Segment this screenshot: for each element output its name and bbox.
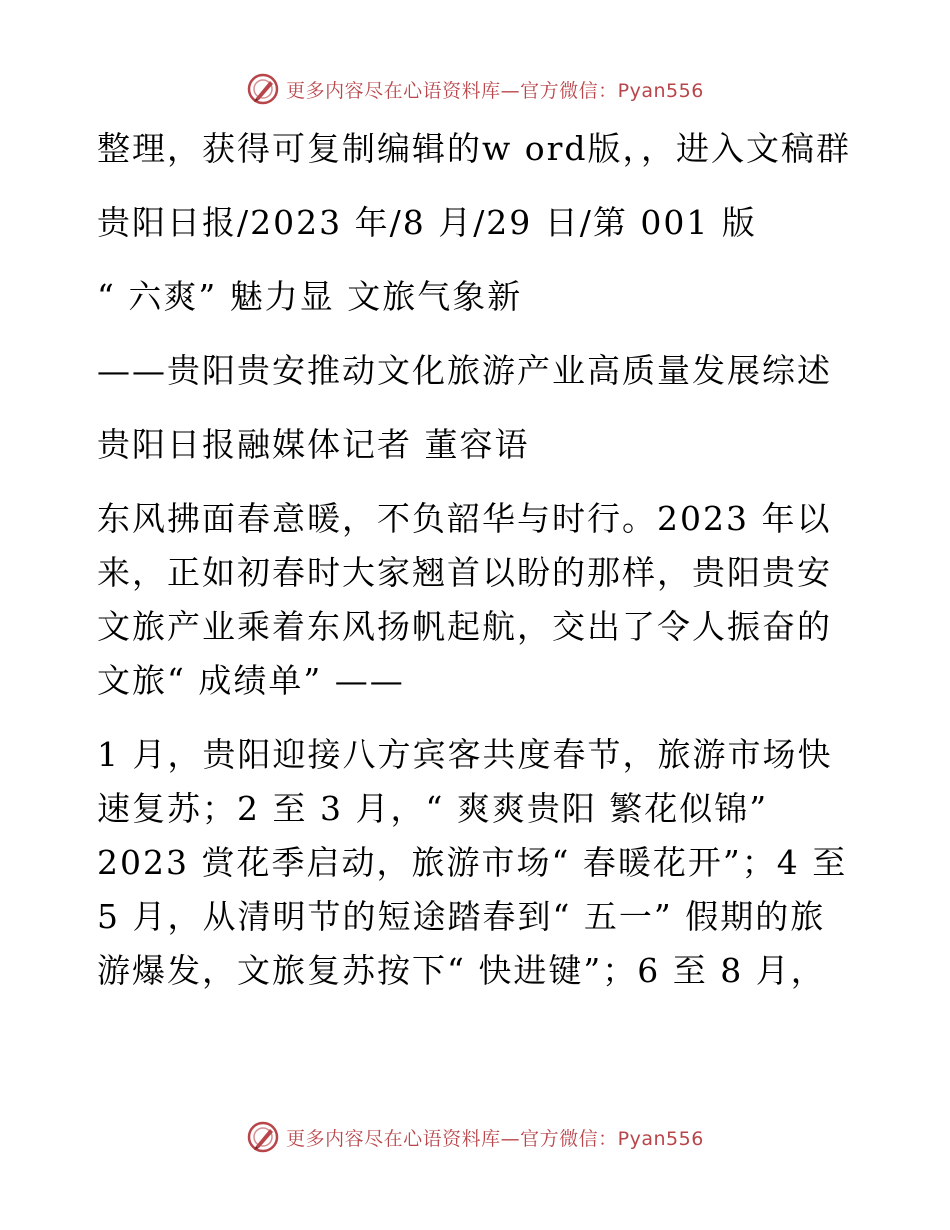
- watermark-banner-top: [0, 72, 950, 106]
- article-title: “ 六爽” 魅力显 文旅气象新: [97, 277, 523, 316]
- paragraph-body-2: 1 月，贵阳迎接八方宾客共度春节，旅游市场快速复苏；2 至 3 月，“ 爽爽贵阳 繁花似锦” 2023 赏花季启动，旅游市场“ 春暖花开”；4 至 5 月，从清明节的短途踏春到“ 五一” 假期的旅游爆发，文旅复苏按下“ 快进键”；6 至 8 月，: [97, 735, 848, 990]
- pen-logo-icon: [246, 1120, 280, 1154]
- watermark-banner-bottom: [0, 1120, 950, 1154]
- paragraph-source: 贵阳日报/2023 年/8 月/29 日/第 001 版: [97, 203, 757, 242]
- article-byline: 贵阳日报融媒体记者 董容语: [97, 425, 530, 464]
- paragraph-body-1: 东风拂面春意暖，不负韶华与时行。2023 年以来，正如初春时大家翘首以盼的那样，贵阳贵安文旅产业乘着东风扬帆起航，交出了令人振奋的文旅“ 成绩单” ——: [97, 499, 832, 700]
- document-body: [97, 122, 857, 998]
- paragraph-intro: 整理，获得可复制编辑的w ord版，，进入文稿群: [97, 129, 852, 168]
- article-subtitle: ——贵阳贵安推动文化旅游产业高质量发展综述: [97, 351, 832, 390]
- watermark-text: 更多内容尽在心语资料库—官方微信：Pyan556: [286, 1127, 704, 1150]
- watermark-text: 更多内容尽在心语资料库—官方微信：Pyan556: [286, 79, 704, 102]
- pen-logo-icon: [246, 72, 280, 106]
